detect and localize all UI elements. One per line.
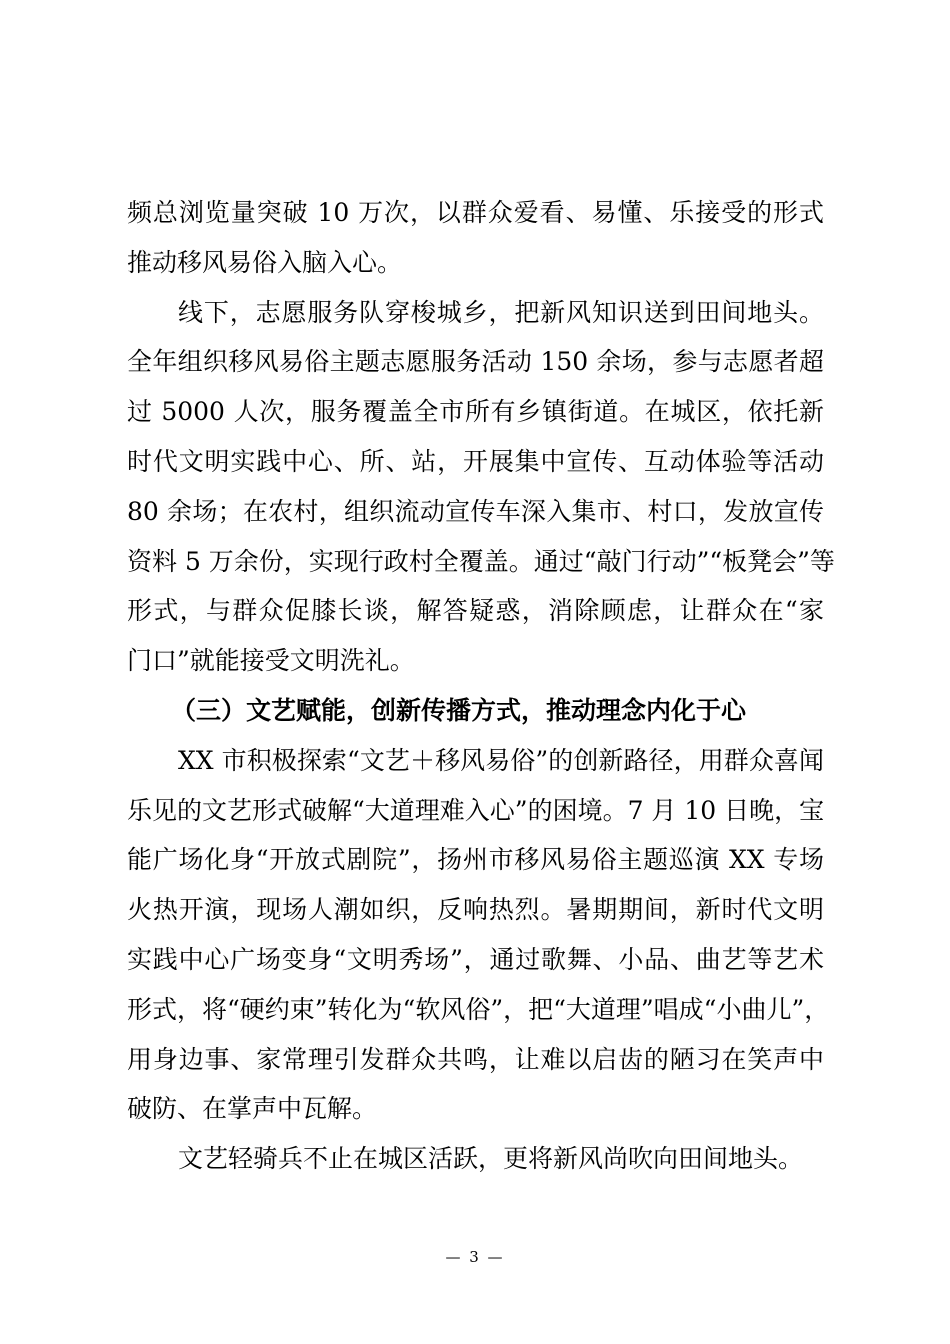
- text-line: 形式，将“硬约束”转化为“软风俗”，把“大道理”唱成“小曲儿”，: [127, 994, 830, 1024]
- text-line: XX 市积极探索“文艺＋移风易俗”的创新路径，用群众喜闻: [178, 745, 824, 775]
- paragraph: [127, 1134, 824, 1184]
- document-body: [127, 188, 835, 1184]
- text-line: 线下，志愿服务队穿梭城乡，把新风知识送到田间地头。: [178, 297, 824, 327]
- text-line: 门口”就能接受文明洗礼。: [127, 646, 415, 676]
- text-line: 能广场化身“开放式剧院”，扬州市移风易俗主题巡演 XX 专场: [127, 845, 824, 875]
- text-line: 推动移风易俗入脑入心。: [127, 247, 403, 277]
- text-line: 用身边事、家常理引发群众共鸣，让难以启齿的陋习在笑声中: [127, 1044, 824, 1074]
- text-line: 乐见的文艺形式破解“大道理难入心”的困境。7 月 10 日晚，宝: [127, 795, 825, 825]
- text-line: 资料 5 万余份，实现行政村全覆盖。通过“敲门行动”“板凳会”等: [127, 546, 835, 576]
- paragraph: [127, 736, 830, 1134]
- text-line: 火热开演，现场人潮如织，反响热烈。暑期期间，新时代文明: [127, 895, 824, 925]
- text-line: 过 5000 人次，服务覆盖全市所有乡镇街道。在城区，依托新: [127, 397, 824, 427]
- text-line: 文艺轻骑兵不止在城区活跃，更将新风尚吹向田间地头。: [178, 1144, 804, 1174]
- text-line: 频总浏览量突破 10 万次，以群众爱看、易懂、乐接受的形式: [127, 198, 824, 227]
- text-line: 80 余场；在农村，组织流动宣传车深入集市、村口，发放宣传: [127, 496, 824, 526]
- paragraph: [127, 288, 835, 686]
- text-line: 破防、在掌声中瓦解。: [127, 1094, 378, 1124]
- text-line: 实践中心广场变身“文明秀场”，通过歌舞、小品、曲艺等艺术: [127, 944, 824, 974]
- section-heading: （三）文艺赋能，创新传播方式，推动理念内化于心: [171, 695, 747, 725]
- text-line: 时代文明实践中心、所、站，开展集中宣传、互动体验等活动: [127, 446, 824, 476]
- text-line: 全年组织移风易俗主题志愿服务活动 150 余场，参与志愿者超: [127, 347, 824, 377]
- paragraph: [127, 188, 824, 288]
- page-number: — 3 —: [445, 1248, 505, 1266]
- text-line: 形式，与群众促膝长谈，解答疑惑，消除顾虑，让群众在“家: [127, 596, 824, 626]
